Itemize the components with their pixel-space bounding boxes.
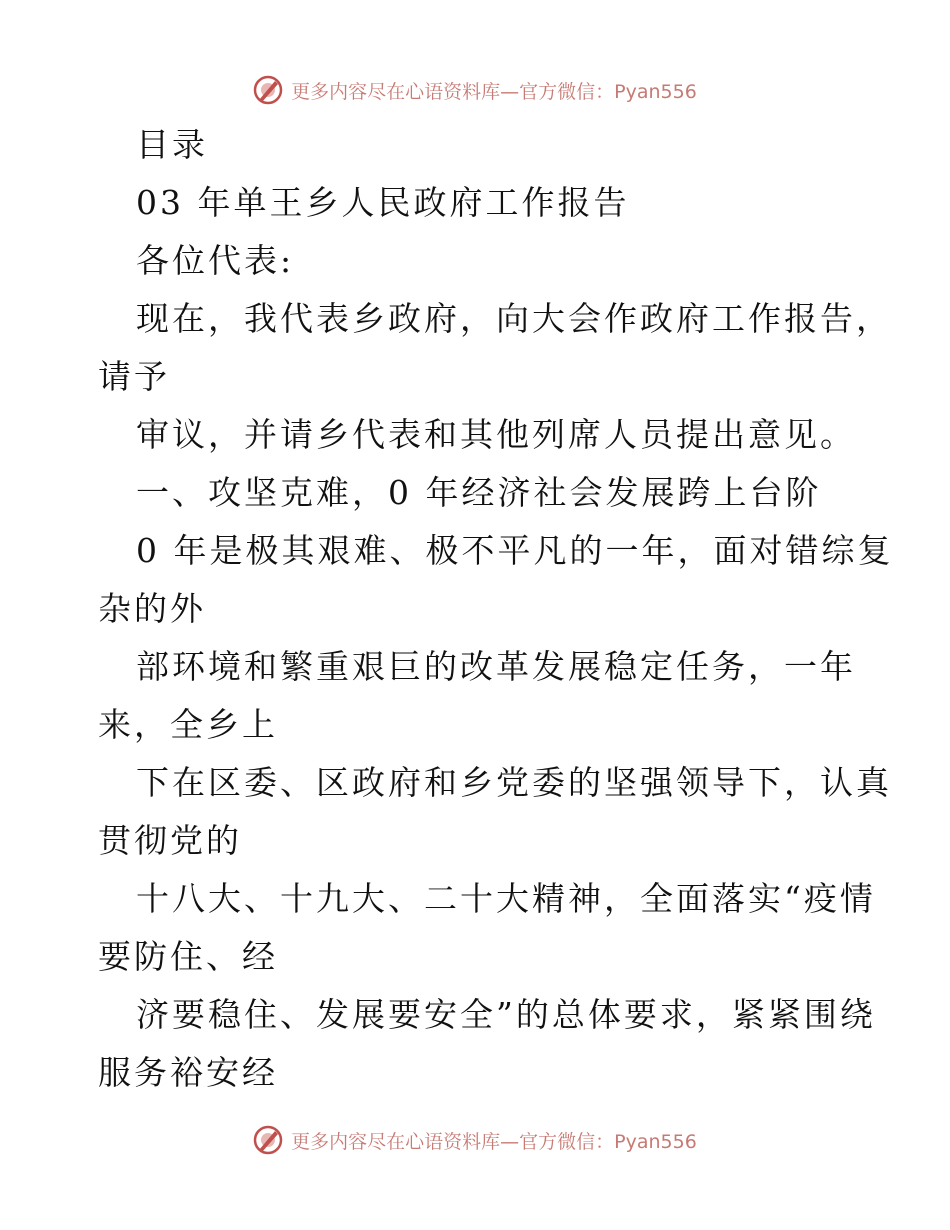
text-line: 部环境和繁重艰巨的改革发展稳定任务，一年 [136, 647, 856, 686]
text-line: 各位代表: [136, 241, 295, 280]
text-line: 0 年是极其艰难、极不平凡的一年，面对错综复 [136, 531, 894, 570]
text-line: 一、攻坚克难，0 年经济社会发展跨上台阶 [136, 473, 822, 512]
text-line: 审议，并请乡代表和其他列席人员提出意见。 [136, 415, 856, 454]
text-line: 济要稳住、发展要安全”的总体要求，紧紧围绕 [136, 995, 876, 1034]
watermark-footer [0, 1120, 950, 1160]
text-line: 十八大、十九大、二十大精神，全面落实“疫情 [136, 879, 876, 918]
text-line: 来，全乡上 [98, 705, 278, 744]
pen-logo-icon [253, 1125, 283, 1155]
watermark-text: 更多内容尽在心语资料库—官方微信：Pyan556 [291, 1130, 697, 1153]
pen-logo-icon [253, 75, 283, 105]
watermark-header [0, 70, 950, 110]
text-line: 贯彻党的 [98, 821, 242, 860]
text-line: 目录 [136, 125, 208, 164]
text-line: 服务裕安经 [98, 1053, 278, 1092]
text-line: 要防住、经 [98, 937, 278, 976]
document-body [98, 116, 894, 1102]
text-line: 杂的外 [98, 589, 206, 628]
text-line: 下在区委、区政府和乡党委的坚强领导下，认真 [136, 763, 892, 802]
text-line: 03 年单王乡人民政府工作报告 [136, 183, 630, 222]
watermark-text: 更多内容尽在心语资料库—官方微信：Pyan556 [291, 80, 697, 103]
text-line: 请予 [98, 357, 170, 396]
text-line: 现在，我代表乡政府，向大会作政府工作报告， [136, 299, 892, 338]
